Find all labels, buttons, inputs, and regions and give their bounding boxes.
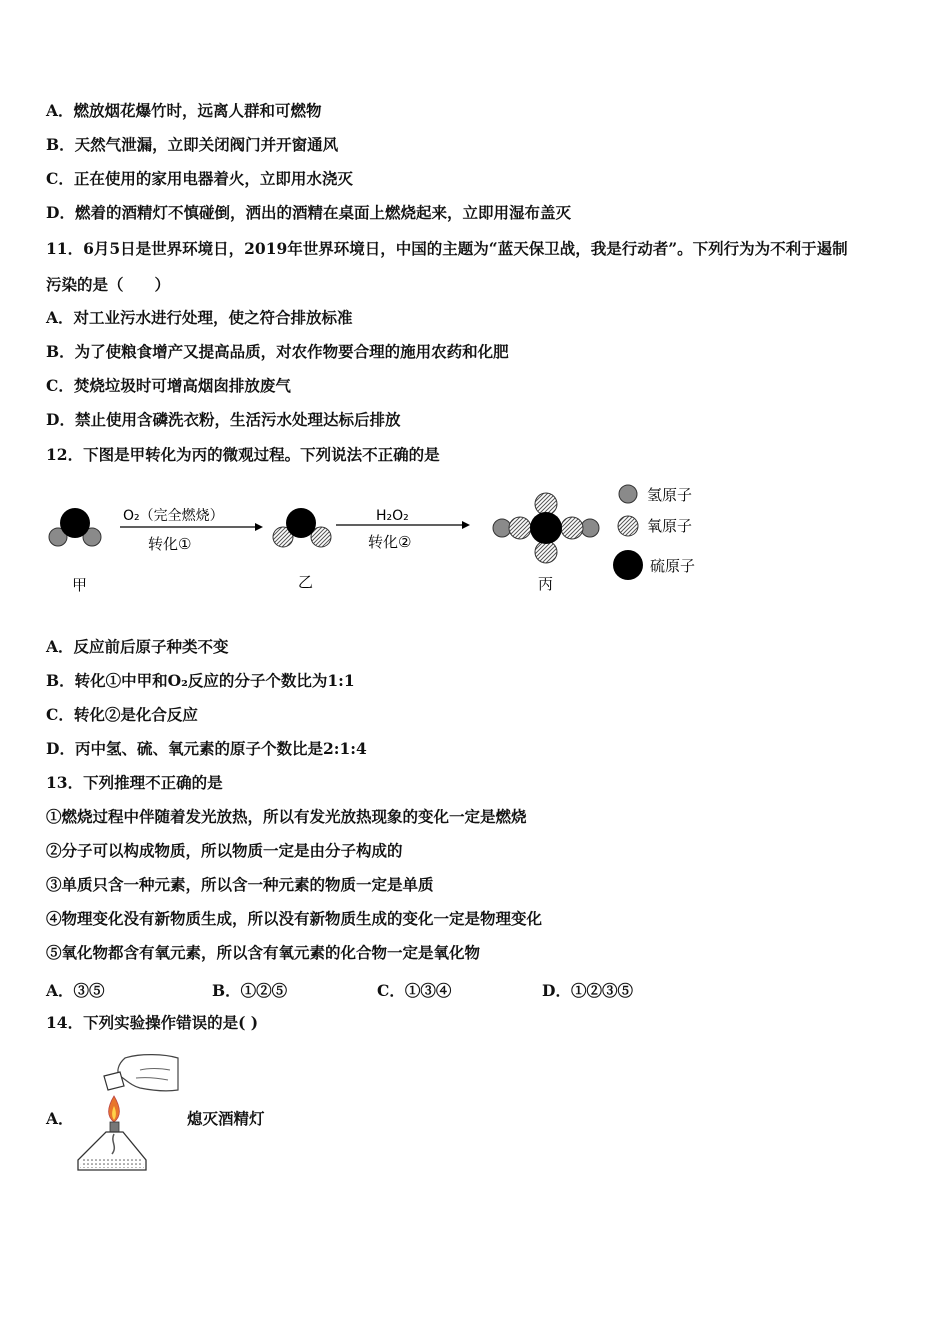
molecule-bing [493, 493, 599, 563]
q13-option-a: A．③⑤ [46, 981, 105, 1000]
q10-option-b: B．天然气泄漏，立即关闭阀门并开窗通风 [46, 135, 339, 154]
q11-option-a: A．对工业污水进行处理，使之符合排放标准 [46, 308, 353, 327]
q12-option-d: D．丙中氢、硫、氧元素的原子个数比是2:1:4 [46, 739, 367, 758]
q10-option-c: C．正在使用的家用电器着火，立即用水浇灭 [46, 169, 353, 188]
q12-option-a: A．反应前后原子种类不变 [46, 637, 229, 656]
q13-statement-1: ①燃烧过程中伴随着发光放热，所以有发光放热现象的变化一定是燃烧 [46, 807, 527, 826]
arrow-1-head [255, 523, 263, 531]
q13-option-c: C．①③④ [377, 981, 452, 1000]
q12-option-c: C．转化②是化合反应 [46, 705, 198, 724]
legend-oxygen: 氧原子 [647, 517, 693, 535]
legend-sulfur: 硫原子 [650, 557, 696, 575]
q14-stem: 14．下列实验操作错误的是( ) [46, 1013, 259, 1032]
q13-statement-2: ②分子可以构成物质，所以物质一定是由分子构成的 [46, 841, 403, 860]
label-yi: 乙 [298, 573, 314, 591]
q11-stem-line1: 11．6月5日是世界环境日，2019年世界环境日，中国的主题为“蓝天保卫战，我是行动者”。下列行为为不利于遏制 [46, 239, 848, 258]
arrow-2-head [462, 521, 470, 529]
hand-icon [118, 1055, 178, 1091]
q11-stem-line2: 污染的是（ ） [46, 275, 171, 294]
q14-option-a-label: 熄灭酒精灯 [187, 1109, 265, 1128]
q10-option-d: D．燃着的酒精灯不慎碰倒，洒出的酒精在桌面上燃烧起来，立即用湿布盖灭 [46, 203, 571, 222]
molecule-yi [273, 508, 331, 547]
q11-option-b: B．为了使粮食增产又提高品质，对农作物要合理的施用农药和化肥 [46, 342, 509, 361]
step-label-1: 转化① [148, 535, 192, 553]
q13-option-d: D．①②③⑤ [542, 981, 633, 1000]
q12-option-b: B．转化①中甲和O₂反应的分子个数比为1:1 [46, 671, 355, 690]
q13-option-b: B．①②⑤ [212, 981, 288, 1000]
reagent-o2: O₂（完全燃烧） [123, 508, 224, 524]
step-label-2: 转化② [368, 533, 412, 551]
lamp-cap-icon [104, 1072, 124, 1090]
q12-stem: 12．下图是甲转化为丙的微观过程。下列说法不正确的是 [46, 445, 440, 464]
q13-stem: 13．下列推理不正确的是 [46, 773, 223, 792]
q10-option-a: A．燃放烟花爆竹时，远离人群和可燃物 [46, 101, 322, 120]
label-bing: 丙 [538, 575, 554, 593]
alcohol-lamp-illustration [70, 1050, 185, 1175]
molecule-diagram [30, 475, 730, 605]
q14-option-a-letter: A． [46, 1109, 74, 1128]
q13-statement-4: ④物理变化没有新物质生成，所以没有新物质生成的变化一定是物理变化 [46, 909, 543, 928]
legend [613, 485, 695, 580]
molecule-jia [49, 508, 101, 546]
legend-hydrogen: 氢原子 [647, 486, 693, 504]
q13-statement-5: ⑤氧化物都含有氧元素，所以含有氧元素的化合物一定是氧化物 [46, 943, 481, 962]
reagent-h2o2: H₂O₂ [376, 508, 409, 524]
q13-statement-3: ③单质只含一种元素，所以含一种元素的物质一定是单质 [46, 875, 434, 894]
q11-option-d: D．禁止使用含磷洗衣粉，生活污水处理达标后排放 [46, 410, 401, 429]
q11-option-c: C．焚烧垃圾时可增高烟囱排放废气 [46, 376, 291, 395]
label-jia: 甲 [72, 576, 88, 594]
